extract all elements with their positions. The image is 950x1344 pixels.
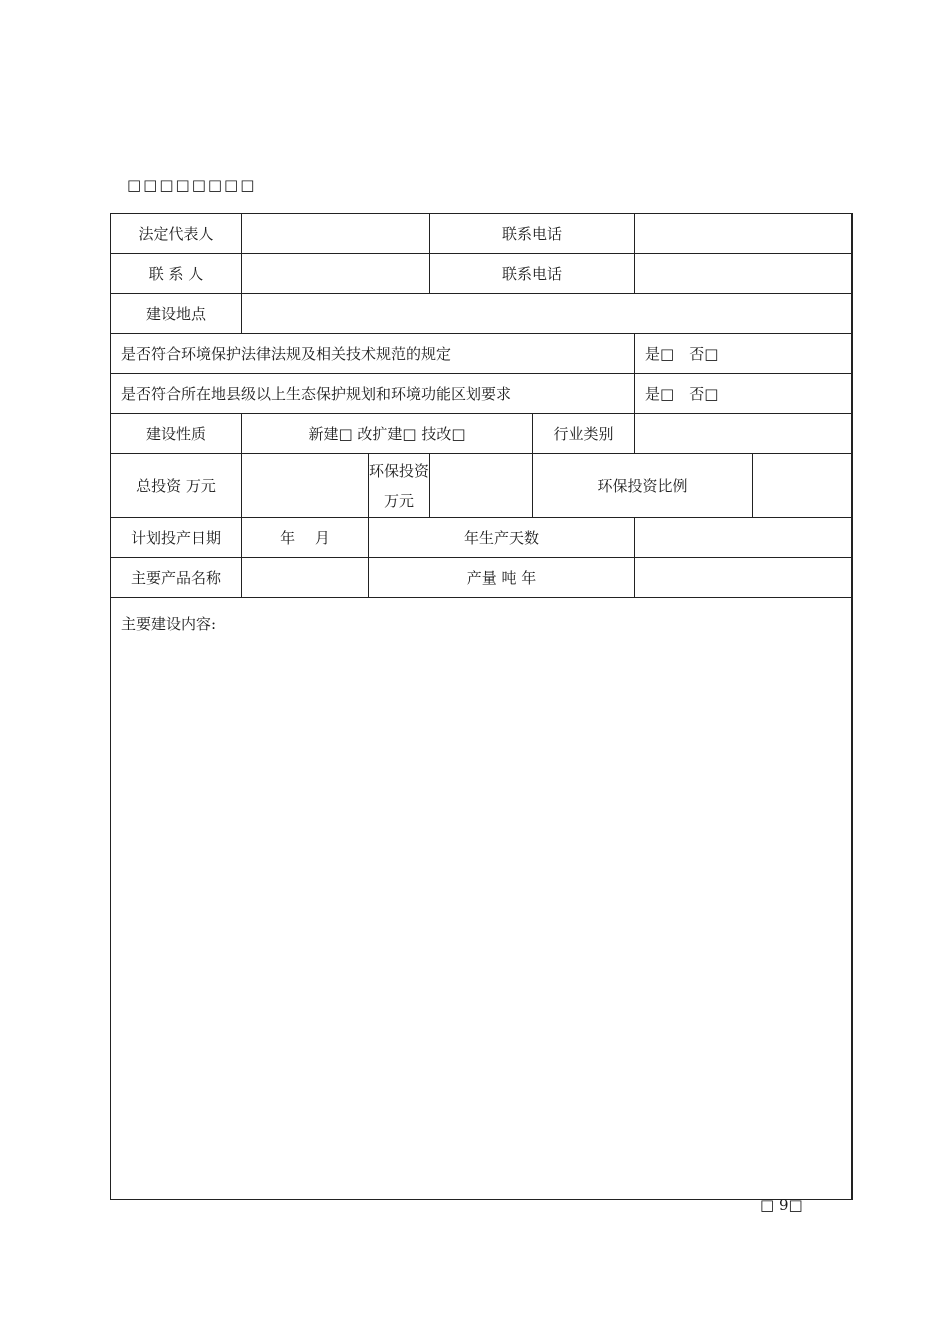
table-row <box>111 294 852 334</box>
env-invest-label <box>369 454 430 518</box>
compliance-law-label: 是否符合环境保护法律法规及相关技术规范的规定 <box>111 334 635 374</box>
industry-field[interactable] <box>635 414 852 454</box>
plan-date-label: 计划投产日期 <box>111 518 242 558</box>
env-invest-label-line2: 万元 <box>383 491 414 510</box>
phone-field[interactable] <box>635 214 852 254</box>
construction-content-label: 主要建设内容: <box>121 615 217 633</box>
legal-rep-label: 法定代表人 <box>111 214 242 254</box>
product-name-label: 主要产品名称 <box>111 558 242 598</box>
page-number: □ 9□ <box>760 1196 803 1214</box>
env-ratio-field[interactable] <box>753 454 852 518</box>
total-invest-field[interactable] <box>242 454 369 518</box>
env-invest-field[interactable] <box>430 454 533 518</box>
production-days-label: 年生产天数 <box>369 518 635 558</box>
contact-phone-field[interactable] <box>635 254 852 294</box>
compliance-plan-label: 是否符合所在地县级以上生态保护规划和环境功能区划要求 <box>111 374 635 414</box>
form-heading: □□□□□□□□ <box>127 176 257 194</box>
nature-options[interactable]: 新建□ 改扩建□ 技改□ <box>242 414 533 454</box>
nature-label: 建设性质 <box>111 414 242 454</box>
industry-label: 行业类别 <box>533 414 635 454</box>
contact-phone-label: 联系电话 <box>430 254 635 294</box>
total-invest-label: 总投资 万元 <box>111 454 242 518</box>
table-row <box>111 454 852 518</box>
plan-date-field[interactable]: 年 月 <box>242 518 369 558</box>
env-invest-label-line1: 环保投资 <box>369 461 430 480</box>
contact-field[interactable] <box>242 254 430 294</box>
compliance-law-options[interactable]: 是□ 否□ <box>635 334 852 374</box>
output-label: 产量 吨 年 <box>369 558 635 598</box>
table-row <box>111 598 852 1200</box>
output-field[interactable] <box>635 558 852 598</box>
product-name-field[interactable] <box>242 558 369 598</box>
construction-content-field[interactable] <box>111 598 852 1200</box>
table-row <box>111 334 852 374</box>
compliance-plan-options[interactable]: 是□ 否□ <box>635 374 852 414</box>
contact-label: 联 系 人 <box>111 254 242 294</box>
table-row <box>111 518 852 558</box>
project-info-table <box>110 213 853 1200</box>
table-row <box>111 374 852 414</box>
table-row <box>111 414 852 454</box>
location-label: 建设地点 <box>111 294 242 334</box>
location-field[interactable] <box>242 294 852 334</box>
table-row <box>111 558 852 598</box>
legal-rep-field[interactable] <box>242 214 430 254</box>
table-row <box>111 214 852 254</box>
env-ratio-label: 环保投资比例 <box>533 454 753 518</box>
phone-label: 联系电话 <box>430 214 635 254</box>
production-days-field[interactable] <box>635 518 852 558</box>
table-row <box>111 254 852 294</box>
